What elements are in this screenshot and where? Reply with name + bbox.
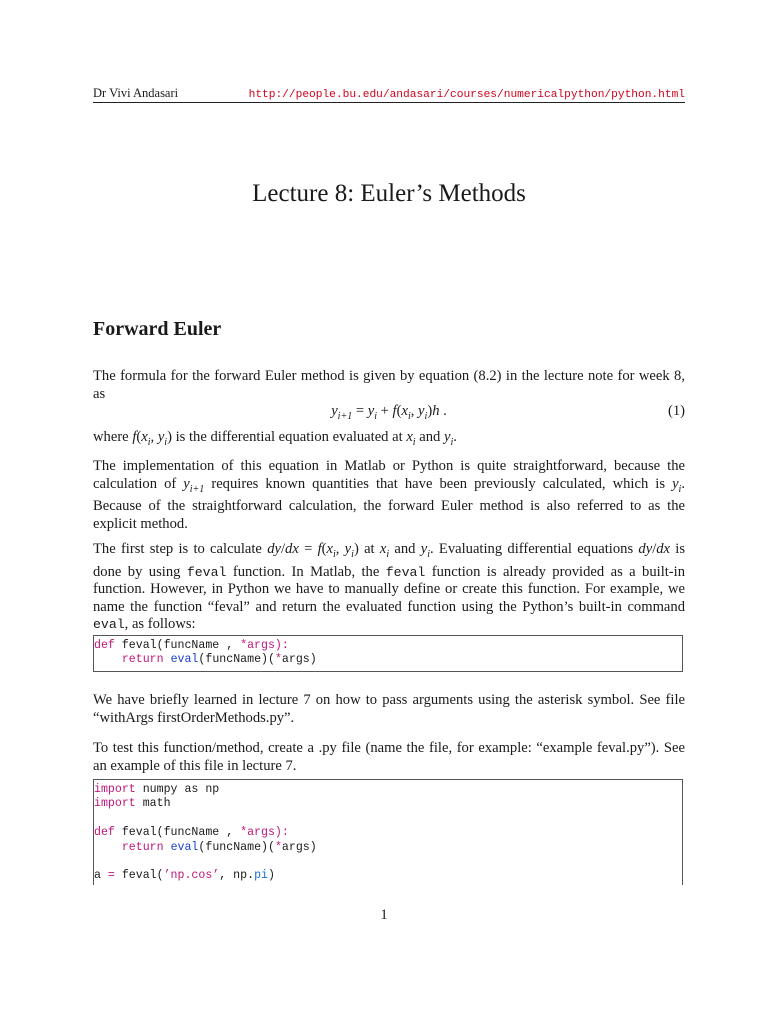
paragraph-first-step: The first step is to calculate $dy/dx = f(x_i$, $y_i$) at $x_i$ and $y_i$. Evaluating differential equations dy/dx is done by using feval function. In Matlab, the feval function is already provided as a built-in function. However, in Python we have to manually define or create this function. For example, we name the function “feval” and return the evaluated function using the Python’s built-in command eval, as follows: [93,541,686,633]
code-line: a = feval(’np.cos’, np.pi) [94,869,275,883]
paragraph-args: We have briefly learned in lecture 7 on how to pass arguments using the asterisk symbol. See file “withArgs firstOrderMethods.py”. [93,692,685,726]
code-line: return eval(funcName)(*args) [121,840,317,854]
code-line-blank [94,812,682,826]
paragraph-intro: The formula for the forward Euler method is given by equation (8.2) in the lecture note for week 8, as [93,368,685,402]
paragraph-where: where $f(x_i$, $y_i$) is the differential equation evaluated at $x_i$ and $y_i$. [93,429,457,448]
course-url-link[interactable]: http://people.bu.edu/andasari/courses/numericalpython/python.html [248,89,685,101]
lecture-title: Lecture 8: Euler’s Methods [252,180,526,207]
equation-formula: $y_{i+1} = y_i + f(x_i$, $y_i)h$ . [331,403,447,422]
author-name: Dr Vivi Andasari [93,86,179,100]
code-line: return eval(funcName)(*args) [121,653,317,667]
code-block-feval [93,635,683,672]
equation-number: (1) [667,403,685,419]
paragraph-test: To test this function/method, create a .py file (name the file, for example: “example feval.py”). See an example of this file in lecture 7. [93,740,685,774]
code-line: import math [94,797,171,811]
section-heading: Forward Euler [93,318,222,340]
paragraph-implementation: The implementation of this equation in Matlab or Python is quite straightforward, because the calculation of $y_{i+1}$ requires known quantities that have been previously calculated, which is $y_i$. Because of the straightforward calculation, the forward Euler method is also referred to as the explicit method. [93,458,685,532]
code-line: import numpy as np [94,783,220,796]
code-line: def feval(funcName , *args): [94,826,289,840]
code-line-blank [94,855,682,869]
page-number: 1 [380,907,388,923]
code-block-example [93,779,683,885]
page-header [93,86,685,103]
code-line: def feval(funcName , *args): [94,639,289,652]
